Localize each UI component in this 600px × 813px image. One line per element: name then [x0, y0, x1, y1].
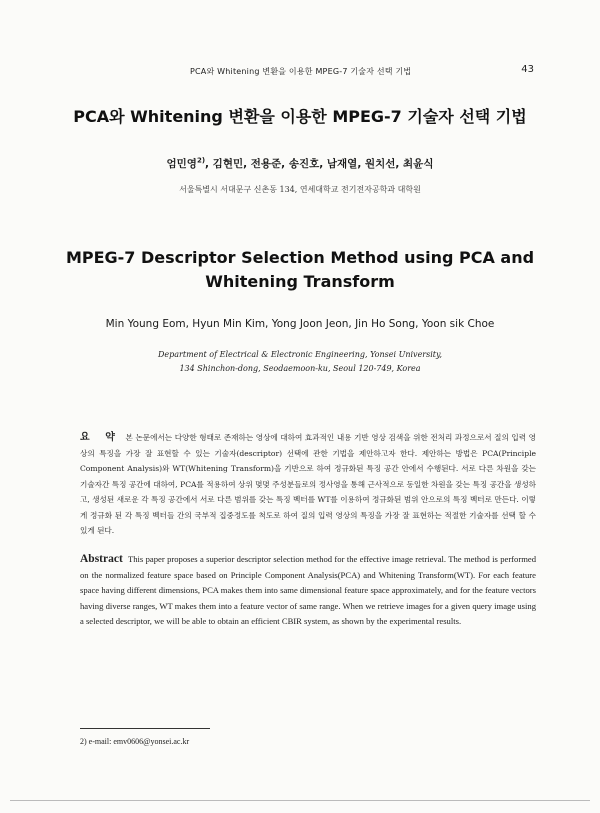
- abstract-korean: [80, 430, 536, 539]
- page-bottom-edge: [10, 800, 590, 801]
- title-korean: PCA와 Whitening 변환을 이용한 MPEG-7 기술자 선택 기법: [73, 107, 527, 126]
- abstract-korean-text: 본 논문에서는 다양한 형태로 존재하는 영상에 대하여 효과적인 내용 기반 영상 검색을 위한 전처리 과정으로서 질의 입력 영상의 특징을 가장 잘 표현할 수 있는 기술자(descriptor) 선택에 관한 기법을 제안하고자 한다. 제안하는 방법은 PCA(Principle Component Analysis)와 WT(Whitening Transform)을 기반으로 하여 정규화된 특징 공간 안에서 수행된다. 서로 다른 차원을 갖는 기술자간 특징 공간에 대하여, PCA를 적용하여 상위 몇몇 주성분들로의 정사영을 통해 근사적으로 동일한 차원을 갖는 특징 공간을 생성하고, 생성된 새로운 각 특징 공간에서 서로 다른 범위를 갖는 특징 벡터를 WT를 이용하여 정규화된 범위 안으로의 특징 벡터로 만든다. 이렇게 정규화 된 각 특징 벡터들 간의 국부적 집중정도를 척도로 하여 질의 입력 영상의 특징을 가장 잘 표현하는 적절한 기술자를 선택 할 수 있게 된다.: [80, 433, 536, 535]
- authors-english: Min Young Eom, Hyun Min Kim, Yong Joon Jeon, Jin Ho Song, Yoon sik Choe: [105, 318, 495, 330]
- footnote-mark: 2): [196, 156, 206, 165]
- abstract-korean-label: 요 약: [80, 432, 121, 443]
- running-header: PCA와 Whitening 변환을 이용한 MPEG-7 기술자 선택 기법: [190, 67, 412, 76]
- affiliation-english-line1: Department of Electrical & Electronic Engineering, Yonsei University,: [158, 350, 442, 359]
- affiliation-korean: 서울특별시 서대문구 신촌동 134, 연세대학교 전기전자공학과 대학원: [179, 185, 421, 194]
- title-english-line2: Whitening Transform: [205, 272, 395, 291]
- affiliation-english-line2: 134 Shinchon-dong, Seodaemoon-ku, Seoul 120-749, Korea: [179, 364, 421, 373]
- page-number: 43: [521, 64, 534, 75]
- title-english-line1: MPEG-7 Descriptor Selection Method using PCA and: [65, 248, 535, 267]
- abstract-english: [80, 552, 536, 630]
- title-english: [0, 246, 600, 294]
- first-author-korean: 엄민영: [166, 158, 197, 170]
- affiliation-english: [0, 348, 600, 376]
- other-authors-korean: , 김현민, 전용준, 송진호, 남재열, 원치선, 최윤식: [205, 158, 434, 170]
- authors-korean: [0, 156, 600, 171]
- abstract-english-label: Abstract: [80, 553, 123, 565]
- footnote-divider: [80, 728, 210, 729]
- abstract-english-text: This paper proposes a superior descriptor selection method for the effective image retrieval. The method is performed on the normalized feature space based on Principle Component Analysis(PCA) and Whitening Transform(WT). For each feature space having different dimensions, PCA makes them into same dimensional feature space approximately, and for the feature vectors having diverse ranges, WT makes them into a feature vector of same range. When we retrieve images for a given query image using a selected descriptor, we will be able to obtain an efficient CBIR system, as shown by the experimental results.: [80, 554, 536, 627]
- footnote: 2) e-mail: emv0606@yonsei.ac.kr: [80, 737, 190, 746]
